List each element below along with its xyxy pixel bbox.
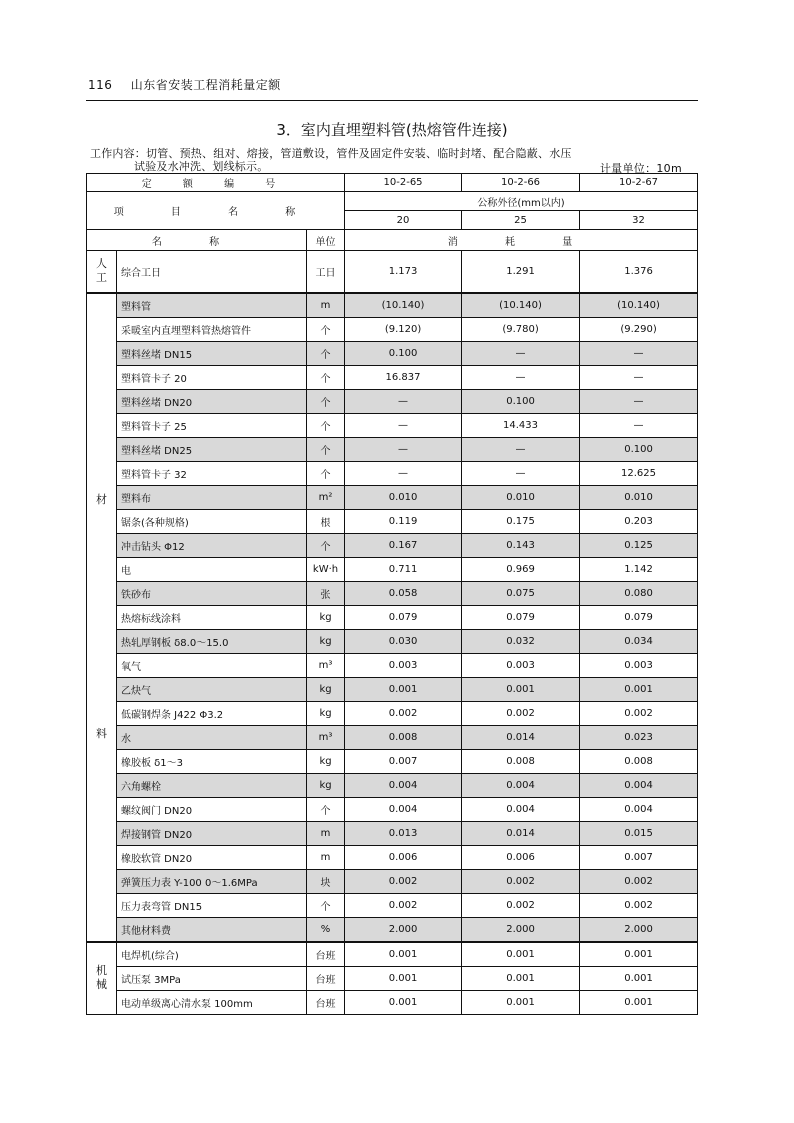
row-value-2: 0.075 [462,581,580,605]
row-unit: 个 [307,797,345,821]
row-value-1: 0.002 [345,701,462,725]
table-row [87,797,698,821]
row-unit: kg [307,773,345,797]
row-value-3: 12.625 [580,461,698,485]
row-value-2: 0.002 [462,869,580,893]
row-value-3: 0.080 [580,581,698,605]
work-content [90,147,610,173]
row-value-3: 0.125 [580,533,698,557]
row-value-3: 0.001 [580,990,698,1014]
table-row [87,701,698,725]
table-row [87,461,698,485]
row-unit: 台班 [307,966,345,990]
row-unit: kg [307,605,345,629]
row-value-2: — [462,437,580,461]
table-row [87,629,698,653]
table-row [87,509,698,533]
row-value-2: 0.003 [462,653,580,677]
row-value-1: — [345,437,462,461]
row-value-1: 0.006 [345,845,462,869]
row-value-2: 14.433 [462,413,580,437]
row-value-2: 0.175 [462,509,580,533]
row-value-2: 0.010 [462,485,580,509]
row-value-3: 0.203 [580,509,698,533]
row-value-1: 0.008 [345,725,462,749]
category-labor-char: 人 [96,257,107,271]
row-value-3: 0.001 [580,942,698,967]
table-row [87,677,698,701]
table-row [87,605,698,629]
row-name: 塑料管卡子 25 [117,413,307,437]
row-name: 螺纹阀门 DN20 [117,797,307,821]
table-row [87,749,698,773]
row-value-1: 0.119 [345,509,462,533]
row-unit: m [307,293,345,318]
row-unit: m [307,821,345,845]
category-machine-char: 机 [96,964,107,977]
table-row [87,966,698,990]
row-unit: 个 [307,461,345,485]
row-unit: kg [307,749,345,773]
row-unit: 块 [307,869,345,893]
row-value-3: — [580,413,698,437]
row-name: 电 [117,557,307,581]
row-value-1: 0.002 [345,893,462,917]
row-value-1: 0.030 [345,629,462,653]
row-value-1: 0.167 [345,533,462,557]
table-row [87,389,698,413]
row-value-2: 0.001 [462,677,580,701]
row-name: 塑料丝堵 DN20 [117,389,307,413]
row-unit: 个 [307,413,345,437]
row-name: 氧气 [117,653,307,677]
table-row [87,251,698,293]
row-name: 焊接钢管 DN20 [117,821,307,845]
spec-3: 32 [580,211,698,230]
row-value-3: (9.290) [580,317,698,341]
row-unit: 个 [307,533,345,557]
row-value-3: 0.002 [580,893,698,917]
row-value-2: 2.000 [462,917,580,942]
row-value-3: 0.010 [580,485,698,509]
row-value-1: 0.003 [345,653,462,677]
row-value-1: 0.079 [345,605,462,629]
row-name: 橡胶板 δ1～3 [117,749,307,773]
table-row [87,990,698,1014]
row-value-3: 1.376 [580,251,698,293]
row-unit: m [307,845,345,869]
section-title: 3．室内直埋塑料管(热熔管件连接) [276,121,508,139]
row-value-3: 0.079 [580,605,698,629]
category-labor-char: 工 [96,271,107,285]
row-value-1: 0.711 [345,557,462,581]
row-value-3: 0.004 [580,797,698,821]
row-value-3: 2.000 [580,917,698,942]
row-value-1: 0.001 [345,942,462,967]
row-value-1: (10.140) [345,293,462,318]
table-row [87,917,698,942]
row-name: 锯条(各种规格) [117,509,307,533]
row-value-1: — [345,389,462,413]
quota-table [86,173,698,1015]
row-name: 六角螺栓 [117,773,307,797]
row-value-1: — [345,461,462,485]
row-name: 热轧厚钢板 δ8.0～15.0 [117,629,307,653]
work-content-line1: 工作内容：切管、预热、组对、熔接，管道敷设，管件及固定件安装、临时封堵、配合隐蔽、水压 [90,147,572,160]
row-value-1: 0.001 [345,966,462,990]
row-name: 橡胶软管 DN20 [117,845,307,869]
table-row [87,293,698,318]
row-unit: m³ [307,725,345,749]
table-row [87,773,698,797]
row-value-1: 0.010 [345,485,462,509]
row-value-3: 0.004 [580,773,698,797]
row-name: 水 [117,725,307,749]
row-value-3: 0.023 [580,725,698,749]
row-unit: 个 [307,437,345,461]
category-machine [87,942,117,1015]
table-row [87,942,698,967]
category-material-bottom: 料 [96,727,107,740]
row-value-3: 0.002 [580,869,698,893]
row-unit: kg [307,701,345,725]
book-title: 山东省安装工程消耗量定额 [130,78,281,92]
row-value-1: 0.007 [345,749,462,773]
item-name-label: 项 目 名 称 [87,192,345,230]
quota-code-1: 10-2-65 [345,174,462,192]
row-name: 塑料管卡子 20 [117,365,307,389]
row-value-2: 0.001 [462,966,580,990]
row-unit: 个 [307,893,345,917]
row-value-2: 0.032 [462,629,580,653]
row-value-2: 0.004 [462,797,580,821]
row-name: 采暖室内直埋塑料管热熔管件 [117,317,307,341]
category-material [87,293,117,942]
row-unit: 张 [307,581,345,605]
row-value-3: — [580,365,698,389]
row-value-2: 0.079 [462,605,580,629]
row-value-1: 0.100 [345,341,462,365]
row-name: 热熔标线涂料 [117,605,307,629]
row-unit: % [307,917,345,942]
col-unit-header: 单位 [307,230,345,251]
row-name: 弹簧压力表 Y-100 0～1.6MPa [117,869,307,893]
row-unit: 根 [307,509,345,533]
category-labor [87,251,117,293]
row-name: 冲击钻头 Φ12 [117,533,307,557]
row-name: 电动单级离心清水泵 100mm [117,990,307,1014]
table-row [87,869,698,893]
row-value-3: 0.001 [580,677,698,701]
row-value-2: 0.143 [462,533,580,557]
spec-1: 20 [345,211,462,230]
row-value-2: 0.014 [462,725,580,749]
table-row [87,821,698,845]
row-value-1: 0.001 [345,677,462,701]
spec-2: 25 [462,211,580,230]
table-row [87,341,698,365]
row-unit: 个 [307,341,345,365]
table-row [87,893,698,917]
row-unit: 个 [307,389,345,413]
row-value-2: 0.006 [462,845,580,869]
row-value-2: 0.008 [462,749,580,773]
row-unit: kg [307,677,345,701]
row-value-3: 0.001 [580,966,698,990]
row-name: 低碳钢焊条 J422 Φ3.2 [117,701,307,725]
header-rule [86,100,698,101]
row-unit: 台班 [307,990,345,1014]
row-value-1: 16.837 [345,365,462,389]
row-unit: 工日 [307,251,345,293]
table-row [87,533,698,557]
table-row [87,365,698,389]
row-name: 电焊机(综合) [117,942,307,967]
row-value-3: 1.142 [580,557,698,581]
row-value-2: 0.004 [462,773,580,797]
row-value-1: 1.173 [345,251,462,293]
row-unit: m² [307,485,345,509]
row-value-2: 0.001 [462,990,580,1014]
page-number: 116 [88,78,113,92]
row-name: 其他材料费 [117,917,307,942]
table-row [87,557,698,581]
row-value-3: 0.015 [580,821,698,845]
measurement-unit: 计量单位：10m [599,162,682,175]
row-value-2: — [462,341,580,365]
row-value-2: 0.100 [462,389,580,413]
row-value-2: 0.002 [462,893,580,917]
row-value-2: (10.140) [462,293,580,318]
table-row [87,437,698,461]
row-value-3: 0.034 [580,629,698,653]
row-value-2: 0.969 [462,557,580,581]
row-name: 铁砂布 [117,581,307,605]
row-unit: kg [307,629,345,653]
row-unit: 个 [307,317,345,341]
row-name: 乙炔气 [117,677,307,701]
row-value-3: 0.008 [580,749,698,773]
row-value-1: 0.004 [345,773,462,797]
row-value-3: 0.100 [580,437,698,461]
table-row [87,485,698,509]
row-name: 塑料布 [117,485,307,509]
row-value-1: 0.004 [345,797,462,821]
row-value-2: — [462,365,580,389]
category-material-top: 材 [96,493,107,506]
row-value-1: 0.002 [345,869,462,893]
row-value-3: — [580,389,698,413]
row-name: 塑料丝堵 DN15 [117,341,307,365]
page-header [88,76,698,93]
row-value-1: — [345,413,462,437]
table-row [87,653,698,677]
quota-number-label: 定 额 编 号 [87,174,345,192]
row-unit: m³ [307,653,345,677]
row-value-3: 0.007 [580,845,698,869]
row-value-1: 0.013 [345,821,462,845]
category-machine-char: 械 [96,978,107,991]
row-unit: 个 [307,365,345,389]
row-name: 塑料管 [117,293,307,318]
row-value-2: 1.291 [462,251,580,293]
table-row [87,845,698,869]
row-name: 塑料丝堵 DN25 [117,437,307,461]
row-value-3: — [580,341,698,365]
table-row [87,581,698,605]
col-name-header: 名 称 [87,230,307,251]
row-value-3: 0.002 [580,701,698,725]
row-value-2: 0.002 [462,701,580,725]
row-value-2: 0.001 [462,942,580,967]
table-row [87,317,698,341]
quota-code-2: 10-2-66 [462,174,580,192]
row-value-1: (9.120) [345,317,462,341]
row-unit: kW·h [307,557,345,581]
table-row [87,725,698,749]
row-unit: 台班 [307,942,345,967]
table-row [87,413,698,437]
row-value-1: 0.001 [345,990,462,1014]
work-content-line2: 试验及水冲洗、划线标示。 [134,160,269,173]
col-consumption-header: 消 耗 量 [345,230,698,251]
spec-group-label: 公称外径(mm以内) [345,192,698,211]
row-value-2: (9.780) [462,317,580,341]
row-value-3: 0.003 [580,653,698,677]
row-value-3: (10.140) [580,293,698,318]
quota-code-3: 10-2-67 [580,174,698,192]
row-name: 压力表弯管 DN15 [117,893,307,917]
row-value-1: 0.058 [345,581,462,605]
row-value-2: 0.014 [462,821,580,845]
row-name: 综合工日 [117,251,307,293]
row-value-2: — [462,461,580,485]
row-value-1: 2.000 [345,917,462,942]
row-name: 塑料管卡子 32 [117,461,307,485]
row-name: 试压泵 3MPa [117,966,307,990]
